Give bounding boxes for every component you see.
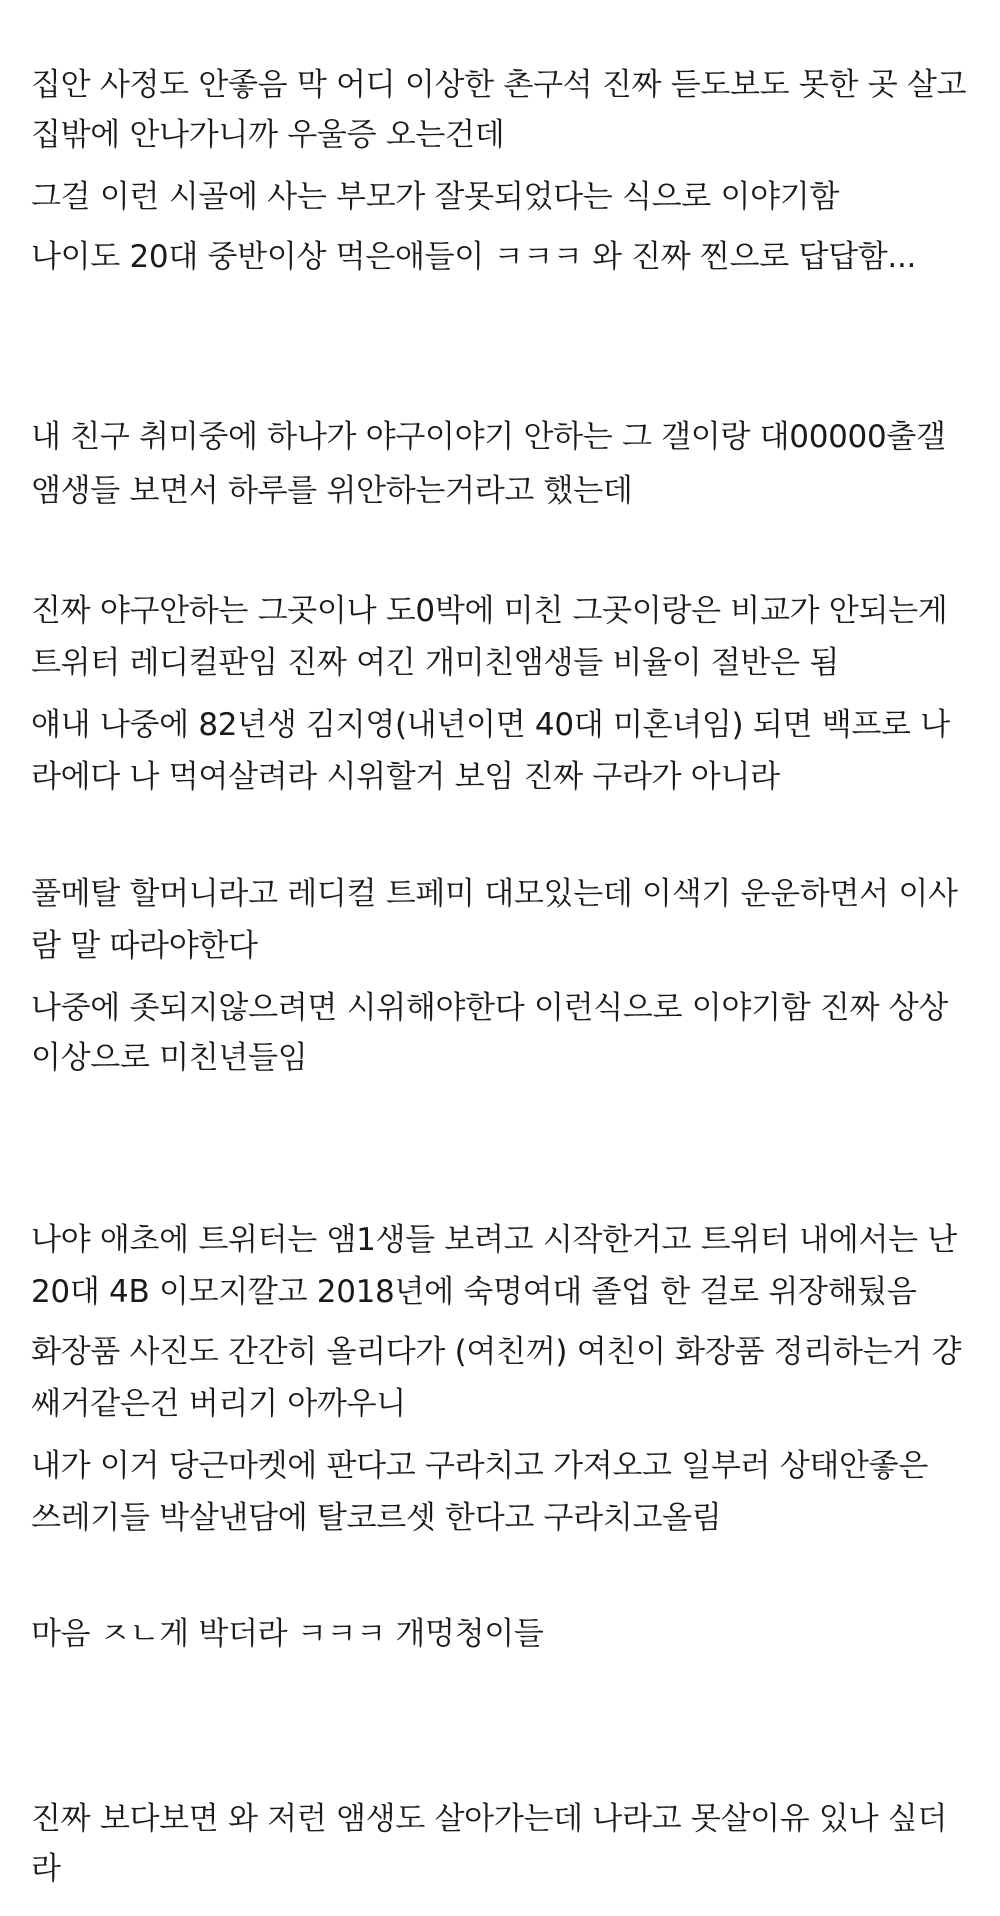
post-line-7: 진짜 야구안하는 그곳이나 도0박에 미친 그곳이랑은 비교가 안되는게 — [31, 593, 948, 629]
post-line-8: 트위터 레디컬판임 진짜 여긴 개미친앰생들 비율이 절반은 됨 — [31, 645, 840, 681]
post-line-2: 집밖에 안나가니까 우울증 오는건데 — [31, 117, 505, 153]
post-line-16: 20대 4B 이모지깔고 2018년에 숙명여대 졸업 한 걸로 위장해뒀음 — [31, 1274, 917, 1310]
post-line-23: 라 — [31, 1851, 61, 1887]
post-line-13: 나중에 좃되지않으려면 시위해야한다 이런식으로 이야기함 진짜 상상 — [31, 990, 949, 1026]
post-line-15: 나야 애초에 트위터는 앰1생들 보려고 시작한거고 트위터 내에서는 난 — [31, 1222, 957, 1258]
post-line-3: 그걸 이런 시골에 사는 부모가 잘못되었다는 식으로 이야기함 — [31, 179, 840, 215]
post-line-6: 앰생들 보면서 하루를 위안하는거라고 했는데 — [31, 473, 633, 509]
post-line-9: 얘내 나중에 82년생 김지영(내년이면 40대 미혼녀임) 되면 백프로 나 — [31, 707, 950, 743]
post-line-1: 집안 사정도 안좋음 막 어디 이상한 촌구석 진짜 듣도보도 못한 곳 살고 — [31, 67, 967, 103]
post-line-14: 이상으로 미친년들임 — [31, 1040, 308, 1076]
post-line-4: 나이도 20대 중반이상 먹은애들이 ㅋㅋㅋ 와 진짜 찐으로 답답함... — [31, 239, 917, 275]
post-line-12: 람 말 따라야한다 — [31, 928, 258, 964]
post-line-5: 내 친구 취미중에 하나가 야구이야기 안하는 그 갤이랑 대00000출갤 — [31, 419, 946, 455]
post-line-11: 풀메탈 할머니라고 레디컬 트페미 대모있는데 이색기 운운하면서 이사 — [31, 876, 958, 912]
post-line-10: 라에다 나 먹여살려라 시위할거 보임 진짜 구라가 아니라 — [31, 759, 780, 795]
post-line-21: 마음 ㅈㄴ게 박더라 ㅋㅋㅋ 개멍청이들 — [31, 1616, 544, 1652]
post-line-17: 화장품 사진도 간간히 올리다가 (여친꺼) 여친이 화장품 정리하는거 걍 — [31, 1334, 962, 1370]
post-line-20: 쓰레기들 박살낸담에 탈코르셋 한다고 구라치고올림 — [31, 1500, 722, 1536]
post-line-22: 진짜 보다보면 와 저런 앰생도 살아가는데 나라고 못살이유 있나 싶더 — [31, 1801, 948, 1837]
post-line-19: 내가 이거 당근마켓에 판다고 구라치고 가져오고 일부러 상태안좋은 — [31, 1448, 928, 1484]
post-line-18: 쌔거같은건 버리기 아까우니 — [31, 1386, 406, 1422]
